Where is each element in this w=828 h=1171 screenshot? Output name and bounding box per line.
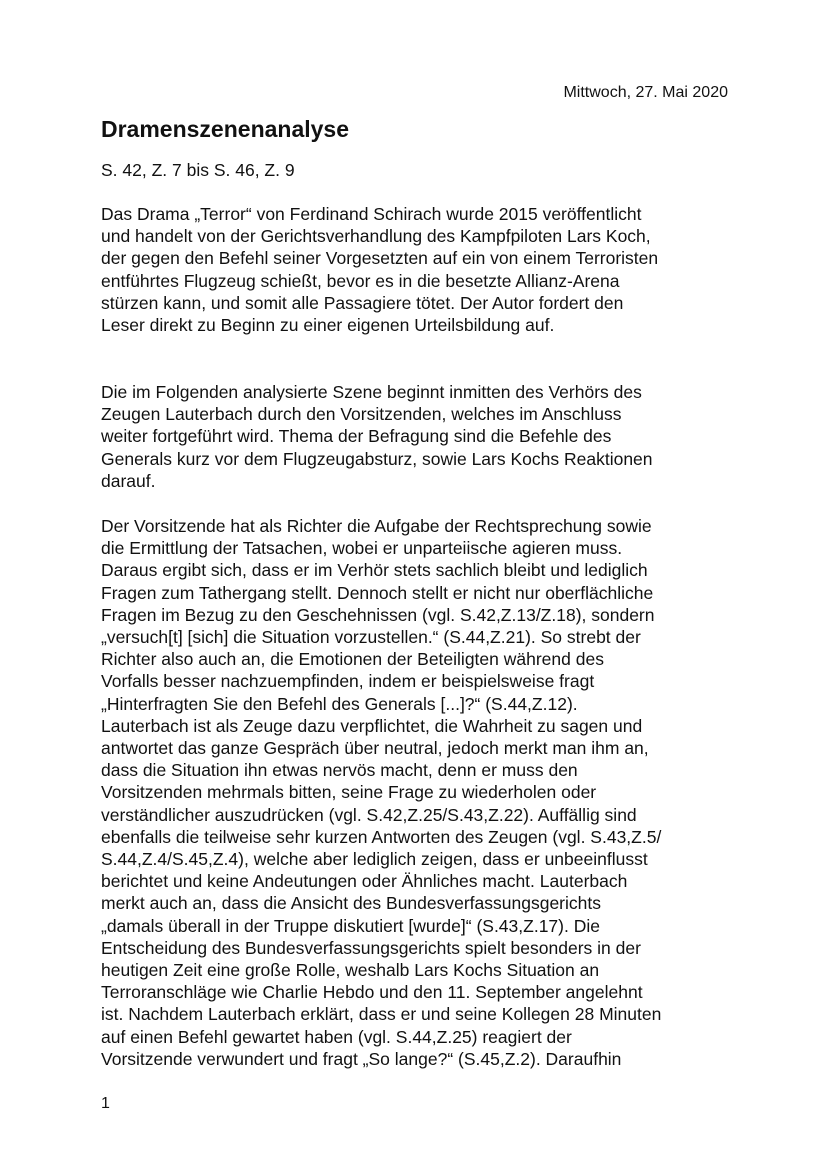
document-title: Dramenszenenanalyse	[101, 116, 350, 142]
paragraph-line: verständlicher auszudrücken (vgl. S.42,Z.25/S.43,Z.22). Auffällig sind	[101, 804, 637, 825]
paragraph-line: Lauterbach ist als Zeuge dazu verpflichtet, die Wahrheit zu sagen und	[101, 715, 643, 736]
paragraph-line: die Ermittlung der Tatsachen, wobei er unparteiische agieren muss.	[101, 538, 623, 559]
paragraph-line: merkt auch an, dass die Ansicht des Bundesverfassungsgerichts	[101, 893, 601, 914]
paragraph-line: „versuch[t] [sich] die Situation vorzustellen.“ (S.44,Z.21). So strebt der	[101, 627, 641, 648]
paragraph-line: antwortet das ganze Gespräch über neutral, jedoch merkt man ihm an,	[101, 738, 649, 759]
paragraph-line: „Hinterfragten Sie den Befehl des Generals [...]?“ (S.44,Z.12).	[101, 693, 578, 714]
paragraph-line: Fragen im Bezug zu den Geschehnissen (vgl. S.42,Z.13/Z.18), sondern	[101, 604, 655, 625]
paragraph-line: S.44,Z.4/S.45,Z.4), welche aber lediglich zeigen, dass er unbeeinflusst	[101, 849, 648, 870]
paragraph-line: der gegen den Befehl seiner Vorgesetzten auf ein von einem Terroristen	[101, 248, 659, 269]
document-date: Mittwoch, 27. Mai 2020	[563, 84, 728, 101]
paragraph-line: stürzen kann, und somit alle Passagiere tötet. Der Autor fordert den	[101, 292, 624, 313]
paragraph-line: dass die Situation ihn etwas nervös macht, denn er muss den	[101, 760, 578, 781]
paragraph-scene-context	[101, 381, 741, 492]
paragraph-introduction	[101, 203, 741, 336]
paragraph-line: Leser direkt zu Beginn zu einer eigenen Urteilsbildung auf.	[101, 315, 555, 336]
paragraph-line: Die im Folgenden analysierte Szene beginnt inmitten des Verhörs des	[101, 382, 642, 402]
page-number: 1	[101, 1095, 110, 1112]
paragraph-line: Terroranschläge wie Charlie Hebdo und den 11. September angelehnt	[101, 982, 643, 1003]
page-line-reference: S. 42, Z. 7 bis S. 46, Z. 9	[101, 160, 295, 180]
paragraph-line: ebenfalls die teilweise sehr kurzen Antworten des Zeugen (vgl. S.43,Z.5/	[101, 826, 662, 847]
paragraph-line: Daraus ergibt sich, dass er im Verhör stets sachlich bleibt und lediglich	[101, 560, 648, 581]
paragraph-line: Generals kurz vor dem Flugzeugabsturz, sowie Lars Kochs Reaktionen	[101, 448, 653, 469]
paragraph-line: berichtet und keine Andeutungen oder Ähnliches macht. Lauterbach	[101, 871, 628, 892]
paragraph-line: Der Vorsitzende hat als Richter die Aufgabe der Rechtsprechung sowie	[101, 516, 652, 536]
paragraph-line: Zeugen Lauterbach durch den Vorsitzenden, welches im Anschluss	[101, 404, 622, 425]
paragraph-line: „damals überall in der Truppe diskutiert [wurde]“ (S.43,Z.17). Die	[101, 915, 600, 936]
paragraph-line: Das Drama „Terror“ von Ferdinand Schirach wurde 2015 veröffentlicht	[101, 204, 642, 224]
paragraph-line: und handelt von der Gerichtsverhandlung des Kampfpiloten Lars Koch,	[101, 226, 651, 247]
paragraph-line: weiter fortgeführt wird. Thema der Befragung sind die Befehle des	[101, 426, 612, 447]
paragraph-line: Vorsitzende verwundert und fragt „So lange?“ (S.45,Z.2). Daraufhin	[101, 1048, 622, 1069]
paragraph-line: ist. Nachdem Lauterbach erklärt, dass er und seine Kollegen 28 Minuten	[101, 1004, 662, 1025]
paragraph-line: Vorsitzenden mehrmals bitten, seine Frage zu wiederholen oder	[101, 782, 597, 803]
paragraph-line: Richter also auch an, die Emotionen der Beteiligten während des	[101, 649, 604, 670]
paragraph-line: Fragen zum Tathergang stellt. Dennoch stellt er nicht nur oberflächliche	[101, 582, 654, 603]
paragraph-line: auf einen Befehl gewartet haben (vgl. S.44,Z.25) reagiert der	[101, 1026, 572, 1047]
paragraph-line: Vorfalls besser nachzuempfinden, indem er beispielsweise fragt	[101, 671, 595, 692]
paragraph-line: darauf.	[101, 470, 156, 491]
paragraph-line: Entscheidung des Bundesverfassungsgerichts spielt besonders in der	[101, 937, 641, 958]
paragraph-line: entführtes Flugzeug schießt, bevor es in die besetzte Allianz-Arena	[101, 270, 620, 291]
paragraph-analysis	[101, 515, 741, 1070]
paragraph-line: heutigen Zeit eine große Rolle, weshalb Lars Kochs Situation an	[101, 960, 600, 981]
